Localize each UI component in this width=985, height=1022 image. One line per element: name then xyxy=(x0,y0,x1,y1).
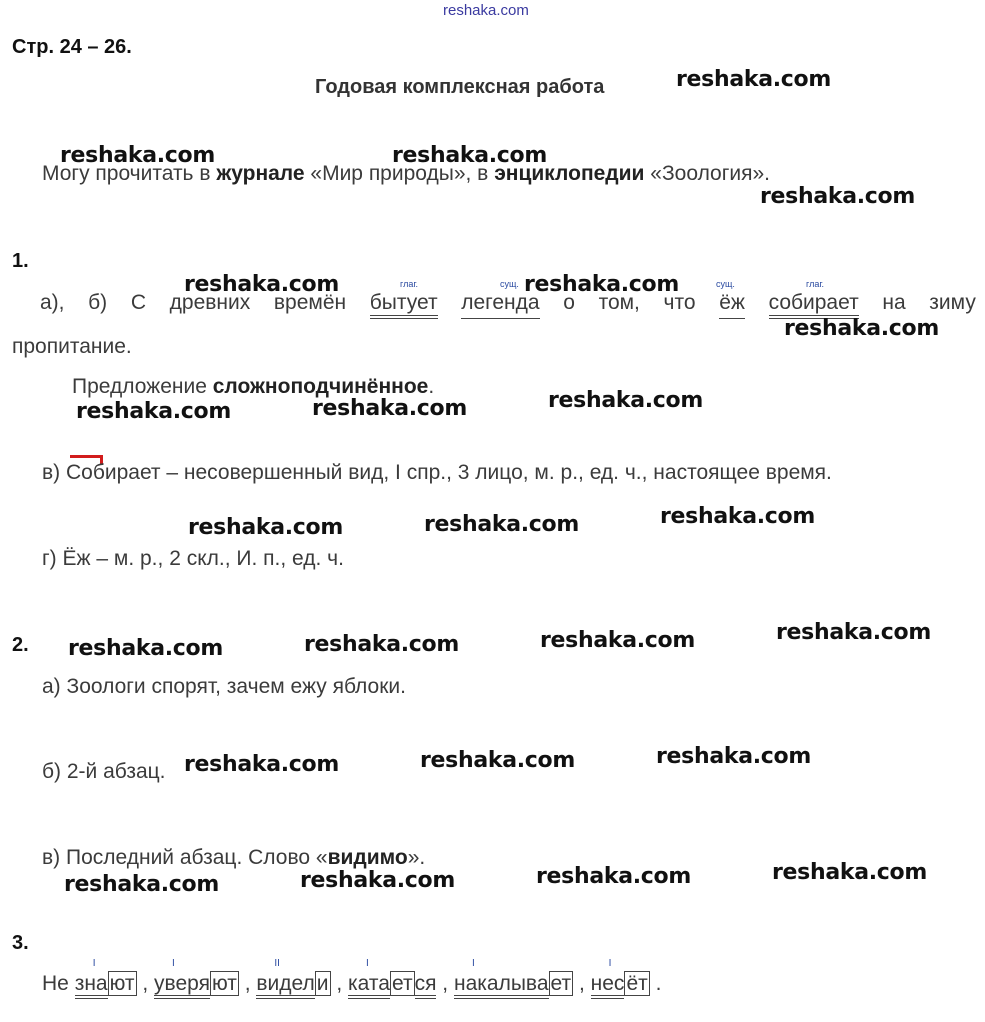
verb-ending: ют xyxy=(109,972,135,995)
watermark: reshaka.com xyxy=(540,628,695,653)
pos-tag-noun: сущ. xyxy=(716,279,735,289)
watermark: reshaka.com xyxy=(420,748,575,773)
watermark: reshaka.com xyxy=(312,396,467,421)
punctuation: , xyxy=(136,972,155,995)
word: древних xyxy=(169,291,251,314)
verb-ending: ет xyxy=(550,972,572,995)
punctuation: , xyxy=(436,972,454,995)
answer-text: ». xyxy=(407,846,426,869)
verb-stem: ката xyxy=(348,972,390,999)
task-1-noun-analysis: г) Ёж – м. р., 2 скл., И. п., ед. ч. xyxy=(42,547,344,570)
pos-tag-noun: сущ. xyxy=(500,279,519,289)
watermark: reshaka.com xyxy=(392,143,547,168)
conjugation-mark: I xyxy=(608,958,612,969)
intro-text: «Зоология». xyxy=(644,162,771,185)
conjugation-mark: II xyxy=(274,958,280,969)
sentence-type-label: Предложение xyxy=(72,375,213,398)
task-2-answer-a: а) Зоологи спорят, зачем ежу яблоки. xyxy=(42,675,406,698)
negation-particle: Не xyxy=(42,972,75,995)
verb-postfix: ся xyxy=(415,972,437,999)
word: времён xyxy=(273,291,347,314)
intro-text: Могу прочитать в xyxy=(42,162,217,185)
pos-tag-verb: глаг. xyxy=(806,279,825,289)
subject-word: легенда xyxy=(461,291,539,319)
pos-tag-verb: глаг. xyxy=(400,279,419,289)
punctuation: , xyxy=(238,972,257,995)
task-3-number: 3. xyxy=(12,932,29,954)
verb-word xyxy=(453,958,573,996)
punctuation: . xyxy=(428,375,435,398)
verb-stem: накалыва xyxy=(454,972,549,999)
watermark: reshaka.com xyxy=(304,632,459,657)
word: б) xyxy=(88,291,108,314)
word: на xyxy=(882,291,906,314)
watermark: reshaka.com xyxy=(536,864,691,889)
punctuation: . xyxy=(649,972,662,995)
answer-bold-word: видимо xyxy=(327,846,408,869)
intro-bold-encyclopedia: энциклопедии xyxy=(494,162,645,185)
punctuation: , xyxy=(573,972,591,995)
predicate-word: бытует xyxy=(370,291,438,319)
predicate-word: собирает xyxy=(769,291,859,319)
verb-stem: нес xyxy=(591,972,625,999)
subject-word: ёж xyxy=(719,291,745,319)
watermark: reshaka.com xyxy=(524,272,679,297)
word: а), xyxy=(40,291,65,314)
intro-bold-journal: журнале xyxy=(216,162,305,185)
word: том, xyxy=(598,291,640,314)
watermark: reshaka.com xyxy=(656,744,811,769)
word: что xyxy=(663,291,696,314)
verb-stem: видел xyxy=(256,972,314,999)
watermark: reshaka.com xyxy=(660,504,815,529)
page-title: Годовая комплексная работа xyxy=(315,76,605,98)
watermark: reshaka.com xyxy=(300,868,455,893)
task-1-sentence-line xyxy=(40,291,976,319)
verb-word xyxy=(256,958,330,996)
watermark: reshaka.com xyxy=(64,872,219,897)
task-2-answer-v xyxy=(42,846,425,870)
sentence-type-value: сложноподчинённое xyxy=(212,375,429,398)
watermark: reshaka.com xyxy=(188,515,343,540)
watermark: reshaka.com xyxy=(184,272,339,297)
task-2-answer-b: б) 2-й абзац. xyxy=(42,760,166,783)
answer-text: в) Последний абзац. Слово « xyxy=(42,846,328,869)
watermark: reshaka.com xyxy=(68,636,223,661)
conjugation-mark: I xyxy=(366,958,369,969)
verb-ending: и xyxy=(316,972,329,995)
verb-word xyxy=(590,958,650,996)
conjugation-mark: I xyxy=(471,958,475,969)
verb-stem: зна xyxy=(75,972,108,999)
watermark: reshaka.com xyxy=(76,399,231,424)
conjugation-mark: I xyxy=(172,958,175,969)
punctuation: , xyxy=(330,972,349,995)
watermark: reshaka.com xyxy=(776,620,931,645)
watermark: reshaka.com xyxy=(424,512,579,537)
verb-ending: ют xyxy=(211,972,237,995)
verb-word xyxy=(74,958,137,996)
word: зиму xyxy=(929,291,976,314)
task-3-verb-list xyxy=(42,958,662,996)
watermark: reshaka.com xyxy=(548,388,703,413)
watermark: reshaka.com xyxy=(760,184,915,209)
task-2-number: 2. xyxy=(12,634,29,656)
task-1-number: 1. xyxy=(12,250,29,272)
watermark: reshaka.com xyxy=(60,143,215,168)
verb-ending: ет xyxy=(391,972,413,995)
verb-stem: уверя xyxy=(154,972,210,999)
site-header-link[interactable]: reshaka.com xyxy=(443,2,529,19)
verb-word xyxy=(348,958,437,996)
conjugation-mark: I xyxy=(92,958,96,969)
task-1-sentence-continuation: пропитание. xyxy=(12,335,132,358)
watermark: reshaka.com xyxy=(772,860,927,885)
watermark: reshaka.com xyxy=(784,316,939,341)
verb-word xyxy=(154,958,239,996)
watermark: reshaka.com xyxy=(184,752,339,777)
verb-ending: ёт xyxy=(626,972,648,995)
page-reference: Стр. 24 – 26. xyxy=(12,36,132,58)
watermark: reshaka.com xyxy=(676,67,831,92)
word: о xyxy=(563,291,575,314)
word: С xyxy=(130,291,146,314)
intro-text: «Мир природы», в xyxy=(304,162,495,185)
task-1-verb-analysis: в) Собирает – несовершенный вид, I спр., 3 лицо, м. р., ед. ч., настоящее время. xyxy=(42,461,832,484)
